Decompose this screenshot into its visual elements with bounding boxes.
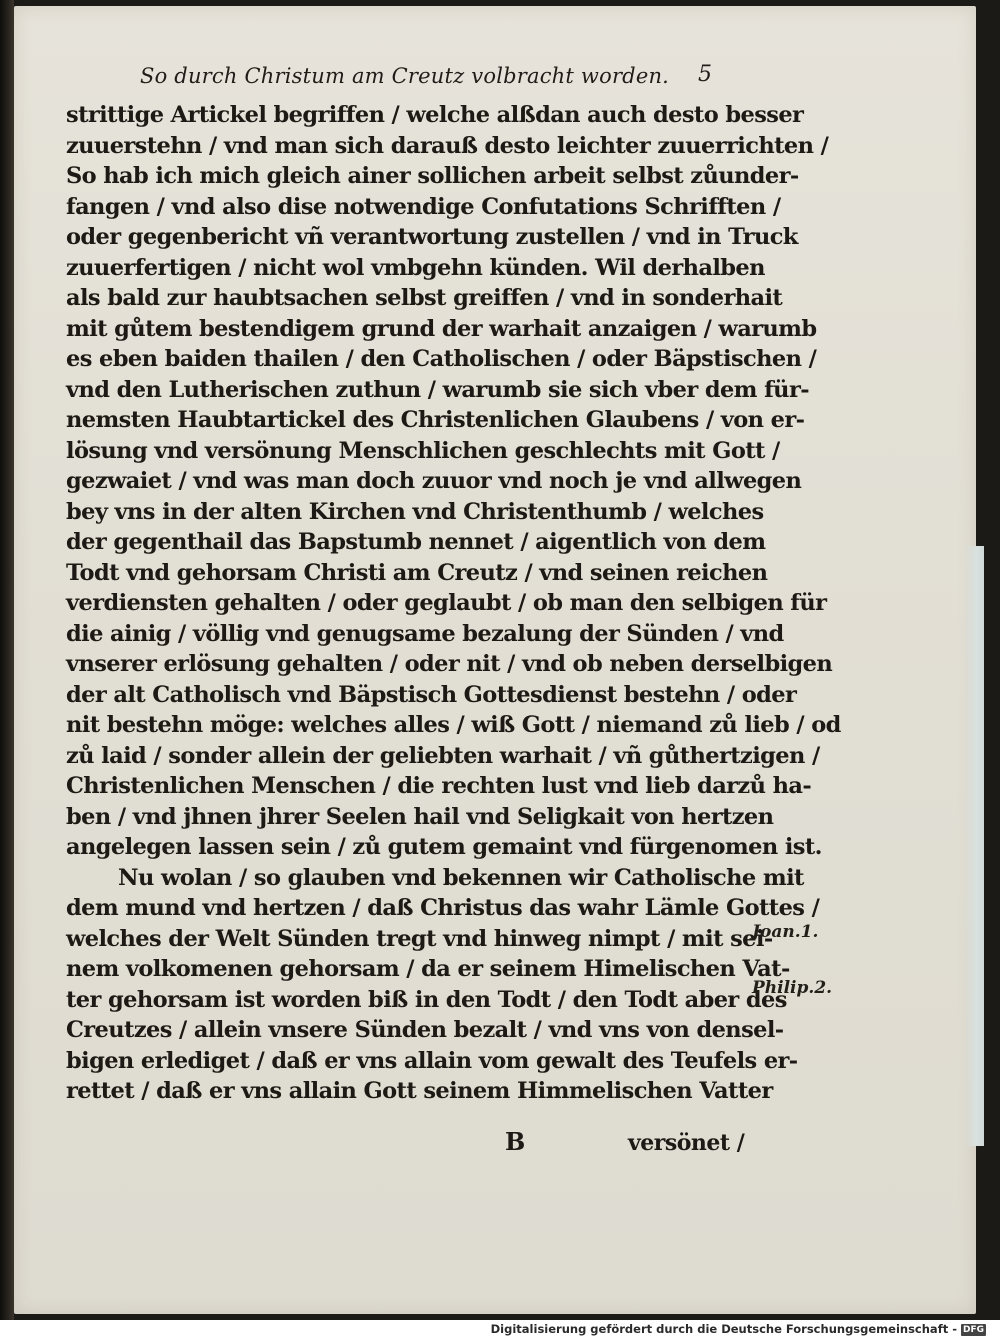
footer-credit [491, 1322, 986, 1336]
text-line: dem mund vnd hertzen / daß Christus das wahr Lämle Gottes / [66, 895, 820, 921]
text-line: oder gegenbericht vñ verantwortung zustellen / vnd in Truck [66, 224, 798, 250]
text-line: als bald zur haubtsachen selbst greiffen / vnd in sonderhait [66, 285, 783, 311]
text-line: bey vns in der alten Kirchen vnd Christenthumb / welches [66, 498, 764, 525]
text-line: ben / vnd jhnen jhrer Seelen hail vnd Seligkait von hertzen [66, 803, 774, 830]
text-line: vnd den Lutherischen zuthun / warumb sie sich vber dem für- [66, 376, 809, 403]
text-line: rettet / daß er vns allain Gott seinem Himmelischen Vatter [66, 1078, 773, 1104]
text-line: der gegenthail das Bapstumb nennet / aigentlich von dem [66, 529, 766, 555]
catchword: versönet / [628, 1130, 745, 1156]
text-line: angelegen lassen sein / zů gutem gemaint vnd fürgenomen ist. [66, 834, 822, 860]
text-line: Nu wolan / so glauben vnd bekennen wir Catholische mit [118, 864, 804, 891]
text-line: Creutzes / allein vnsere Sünden bezalt / vnd vns von densel- [66, 1017, 784, 1043]
text-line: gezwaiet / vnd was man doch zuuor vnd noch je vnd allwegen [66, 468, 802, 494]
text-line: strittige Artickel begriffen / welche alßdan auch desto besser [66, 102, 804, 128]
page-edge-shadow [964, 546, 984, 1146]
text-line: der alt Catholisch vnd Bäpstisch Gottesdienst bestehn / oder [66, 681, 797, 708]
text-line: vnserer erlösung gehalten / oder nit / vnd ob neben derselbigen [66, 651, 833, 677]
page-number: 5 [698, 62, 712, 87]
running-title: So durch Christum am Creutz volbracht worden. [140, 64, 670, 88]
text-line: lösung vnd versönung Menschlichen geschlechts mit Gott / [66, 437, 780, 464]
text-line: So hab ich mich gleich ainer sollichen arbeit selbst zůunder- [66, 163, 799, 189]
text-line: welches der Welt Sünden tregt vnd hinweg nimpt / mit sei- [66, 925, 773, 952]
text-line: nit bestehn möge: welches alles / wiß Gott / niemand zů lieb / od [66, 712, 841, 738]
margin-note-joan: Joan.1. [752, 922, 819, 942]
text-line: nemsten Haubtartickel des Christenlichen Glaubens / von er- [66, 407, 805, 433]
book-edge [0, 0, 14, 1320]
text-line: es eben baiden thailen / den Catholischen / oder Bäpstischen / [66, 346, 817, 372]
footer-text: Digitalisierung gefördert durch die Deutsche Forschungsgemeinschaft - [490, 1322, 957, 1336]
text-line: fangen / vnd also dise notwendige Confutations Schrifften / [66, 193, 781, 220]
text-line: zů laid / sonder allein der geliebten warhait / vñ gůthertzigen / [66, 742, 820, 769]
dfg-logo: DFG [962, 1324, 984, 1335]
text-line: Todt vnd gehorsam Christi am Creutz / vnd seinen reichen [66, 559, 768, 586]
signature-mark: B [505, 1127, 526, 1156]
text-line: ter gehorsam ist worden biß in den Todt / den Todt aber des [66, 986, 787, 1013]
text-line: die ainig / völlig vnd genugsame bezalung der Sünden / vnd [66, 620, 784, 647]
text-line: nem volkomenen gehorsam / da er seinem Himelischen Vat- [66, 956, 790, 982]
text-line: Christenlichen Menschen / die rechten lust vnd lieb darzů ha- [66, 773, 812, 799]
text-line: verdiensten gehalten / oder geglaubt / ob man den selbigen für [66, 590, 827, 616]
margin-note-philip: Philip.2. [752, 978, 833, 998]
text-line: zuuerfertigen / nicht wol vmbgehn künden. Wil derhalben [66, 254, 765, 281]
text-line: bigen erlediget / daß er vns allain vom gewalt des Teufels er- [66, 1047, 798, 1074]
text-line: zuuerstehn / vnd man sich darauß desto leichter zuuerrichten / [66, 132, 829, 159]
text-line: mit gůtem bestendigem grund der warhait anzaigen / warumb [66, 315, 817, 342]
